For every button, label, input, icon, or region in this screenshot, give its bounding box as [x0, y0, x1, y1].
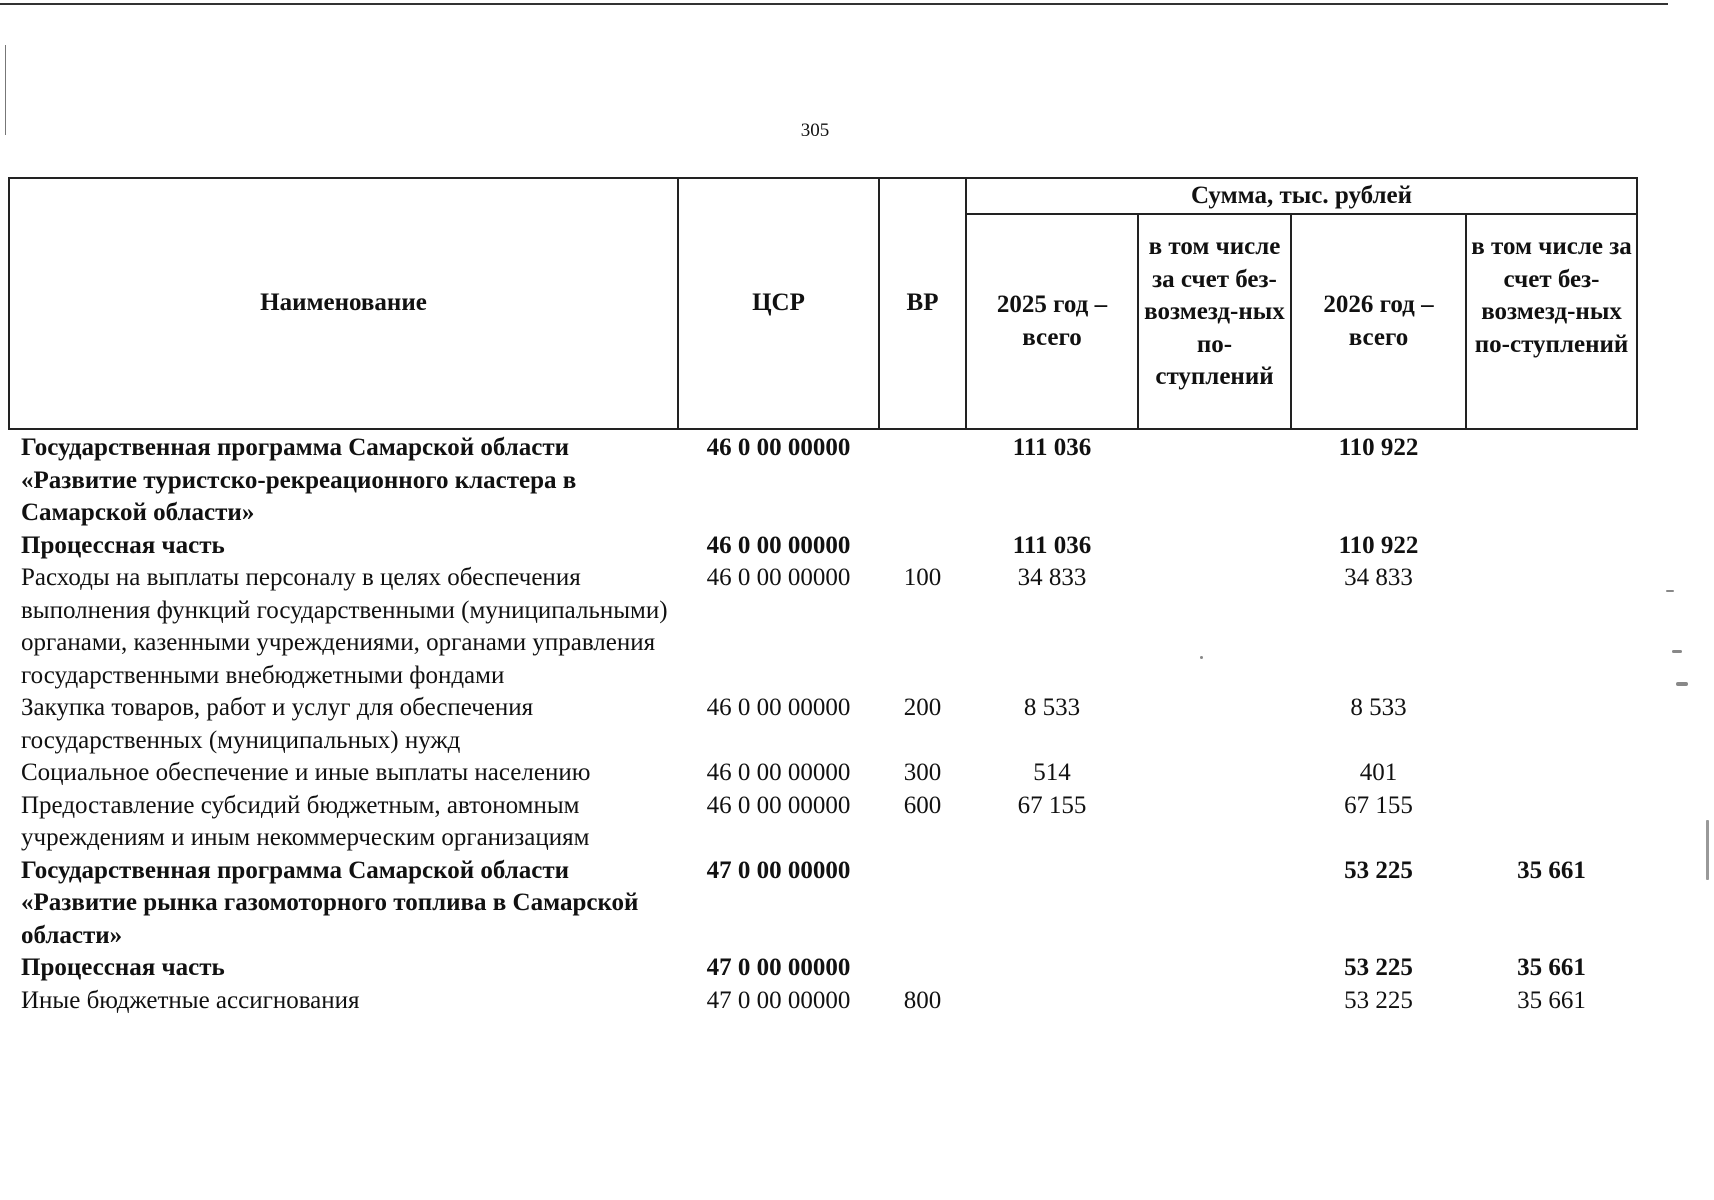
header-2025-total: 2025 год – всего	[966, 214, 1138, 429]
row-name: Иные бюджетные ассигнования	[21, 986, 360, 1014]
row-2025-grants	[1138, 692, 1291, 757]
scan-speck	[1666, 590, 1674, 592]
row-2025-grants	[1138, 855, 1291, 953]
row-2026-total: 53 225	[1344, 954, 1413, 981]
row-2025-total: 111 036	[1012, 434, 1092, 461]
row-name: Предоставление субсидий бюджетным, автономным учреждениям и иным некоммерческим организациям	[21, 791, 590, 851]
row-2026-total: 34 833	[1344, 564, 1413, 591]
row-name: Расходы на выплаты персоналу в целях обеспечения выполнения функций государственными (муниципальными) органами, казенными учреждениями, органами управления государственными внебюджетными фондами	[21, 564, 668, 689]
row-vr	[879, 530, 966, 563]
row-csr: 46 0 00 00000	[706, 694, 851, 721]
row-2026-total: 110 922	[1338, 531, 1419, 559]
row-name: Процессная часть	[21, 954, 225, 981]
row-2026-grants: 35 661	[1517, 856, 1586, 884]
row-2025-total	[966, 985, 1138, 1018]
row-2026-grants	[1466, 757, 1637, 790]
row-2026-grants: 35 661	[1517, 954, 1586, 981]
row-vr: 800	[903, 986, 942, 1014]
row-csr: 46 0 00 00000	[706, 564, 851, 591]
row-2025-total: 34 833	[1017, 564, 1087, 591]
row-name: Государственная программа Самарской области «Развитие рынка газомоторного топлива в Самарской области»	[21, 856, 639, 949]
row-2026-grants	[1466, 790, 1637, 855]
row-vr	[879, 429, 966, 530]
row-2025-total: 514	[1033, 759, 1071, 786]
row-2026-grants	[1466, 429, 1637, 530]
row-2025-total	[966, 855, 1138, 953]
row-name: Социальное обеспечение и иные выплаты населению	[21, 759, 591, 786]
row-vr: 100	[903, 564, 942, 591]
table-row	[9, 757, 1637, 790]
budget-table	[8, 177, 1638, 1017]
row-vr: 600	[903, 791, 942, 819]
row-csr: 46 0 00 00000	[706, 791, 851, 819]
table-row	[9, 855, 1637, 953]
row-csr: 46 0 00 00000	[706, 759, 851, 786]
row-2026-total: 53 225	[1344, 856, 1413, 884]
row-2025-grants	[1138, 429, 1291, 530]
row-csr: 46 0 00 00000	[706, 531, 851, 559]
row-2025-total: 67 155	[1017, 791, 1087, 819]
row-2026-total: 53 225	[1344, 986, 1413, 1014]
left-margin-rule	[5, 45, 6, 135]
table-row	[9, 692, 1637, 757]
row-2025-grants	[1138, 985, 1291, 1018]
row-2026-total: 401	[1359, 759, 1398, 786]
header-2026-grants: в том числе за счет без-возмезд-ных по-ступлений	[1466, 214, 1637, 429]
row-2026-grants	[1466, 692, 1637, 757]
row-2026-total: 67 155	[1344, 791, 1413, 819]
row-csr: 47 0 00 00000	[706, 856, 851, 884]
row-2025-total: 111 036	[1012, 531, 1092, 559]
table-body	[9, 429, 1637, 1017]
row-2026-total: 8 533	[1350, 694, 1407, 721]
header-2025-grants: в том числе за счет без-возмезд-ных по-ступлений	[1138, 214, 1291, 429]
row-2025-total	[966, 952, 1138, 985]
row-2026-total: 110 922	[1338, 434, 1419, 461]
header-sum-group: Сумма, тыс. рублей	[966, 178, 1637, 214]
row-2025-total: 8 533	[1023, 694, 1081, 721]
row-name: Процессная часть	[21, 531, 225, 559]
top-rule	[0, 3, 1668, 5]
row-vr: 300	[903, 759, 942, 786]
row-name: Государственная программа Самарской области «Развитие туристско-рекреационного кластера в Самарской области»	[21, 434, 577, 526]
table-row	[9, 562, 1637, 692]
header-2026-total: 2026 год – всего	[1291, 214, 1466, 429]
row-2025-grants	[1138, 790, 1291, 855]
row-vr	[879, 855, 966, 953]
scan-speck	[1706, 820, 1709, 880]
header-row-top	[9, 178, 1637, 214]
table-row	[9, 952, 1637, 985]
header-csr: ЦСР	[678, 178, 879, 429]
table-row	[9, 985, 1637, 1018]
table-row	[9, 429, 1637, 530]
header-name: Наименование	[9, 178, 678, 429]
row-csr: 46 0 00 00000	[706, 434, 851, 461]
row-2025-grants	[1138, 562, 1291, 692]
table-row	[9, 790, 1637, 855]
row-csr: 47 0 00 00000	[706, 954, 851, 981]
row-name: Закупка товаров, работ и услуг для обеспечения государственных (муниципальных) нужд	[21, 694, 534, 754]
scan-speck	[1676, 682, 1688, 686]
scan-speck	[1672, 650, 1682, 653]
header-vr: ВР	[879, 178, 966, 429]
scan-speck	[1200, 656, 1203, 659]
row-2026-grants: 35 661	[1517, 986, 1586, 1014]
row-vr	[879, 952, 966, 985]
row-2025-grants	[1138, 952, 1291, 985]
row-2025-grants	[1138, 757, 1291, 790]
row-csr: 47 0 00 00000	[706, 986, 851, 1014]
table-header	[9, 178, 1637, 429]
table-row	[9, 530, 1637, 563]
row-2026-grants	[1466, 562, 1637, 692]
page-number: 305	[800, 120, 830, 141]
row-2026-grants	[1466, 530, 1637, 563]
row-2025-grants	[1138, 530, 1291, 563]
row-vr: 200	[903, 694, 942, 721]
